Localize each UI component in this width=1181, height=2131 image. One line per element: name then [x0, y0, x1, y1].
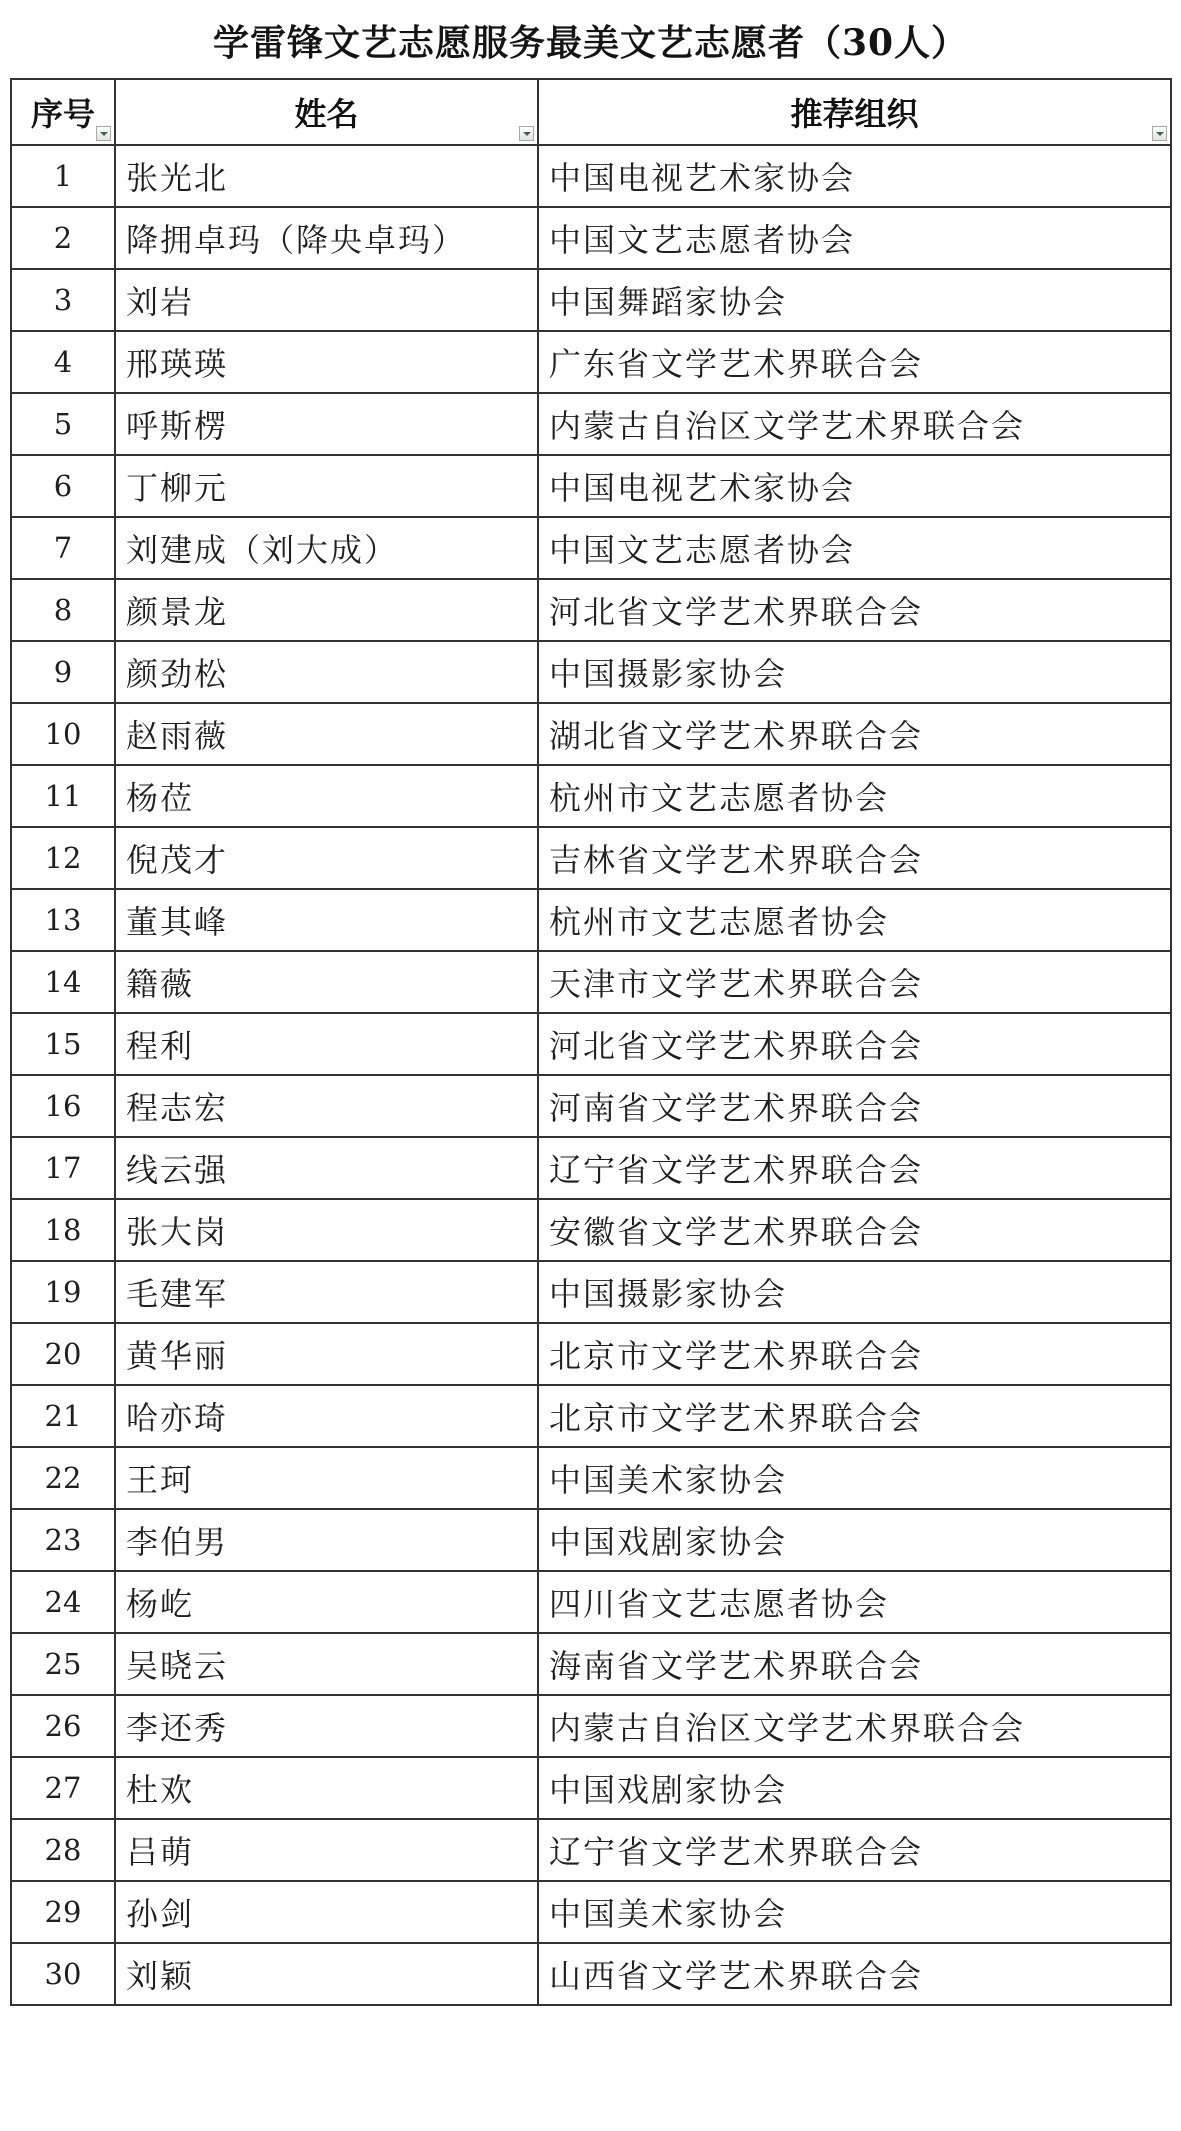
- cell-organization: 吉林省文学艺术界联合会: [538, 827, 1171, 889]
- cell-number: 6: [11, 455, 115, 517]
- cell-name: 李还秀: [115, 1695, 538, 1757]
- cell-organization: 中国摄影家协会: [538, 1261, 1171, 1323]
- cell-organization: 海南省文学艺术界联合会: [538, 1633, 1171, 1695]
- filter-dropdown-icon[interactable]: [96, 126, 111, 141]
- filter-dropdown-icon[interactable]: [519, 126, 534, 141]
- cell-organization: 中国美术家协会: [538, 1447, 1171, 1509]
- cell-name: 倪茂才: [115, 827, 538, 889]
- table-row: [11, 765, 1171, 827]
- cell-number: 5: [11, 393, 115, 455]
- column-header-organization-label: 推荐组织: [790, 95, 919, 133]
- cell-organization: 北京市文学艺术界联合会: [538, 1385, 1171, 1447]
- cell-organization: 中国美术家协会: [538, 1881, 1171, 1943]
- cell-name: 杜欢: [115, 1757, 538, 1819]
- table-row: [11, 1199, 1171, 1261]
- cell-name: 孙剑: [115, 1881, 538, 1943]
- cell-number: 25: [11, 1633, 115, 1695]
- cell-organization: 中国文艺志愿者协会: [538, 207, 1171, 269]
- cell-number: 17: [11, 1137, 115, 1199]
- cell-name: 赵雨薇: [115, 703, 538, 765]
- table-row: [11, 1137, 1171, 1199]
- cell-name: 线云强: [115, 1137, 538, 1199]
- cell-number: 16: [11, 1075, 115, 1137]
- cell-number: 15: [11, 1013, 115, 1075]
- cell-name: 丁柳元: [115, 455, 538, 517]
- table-row: [11, 951, 1171, 1013]
- cell-number: 26: [11, 1695, 115, 1757]
- cell-name: 吴晓云: [115, 1633, 538, 1695]
- cell-name: 毛建军: [115, 1261, 538, 1323]
- cell-organization: 杭州市文艺志愿者协会: [538, 889, 1171, 951]
- cell-organization: 河北省文学艺术界联合会: [538, 1013, 1171, 1075]
- table-row: [11, 331, 1171, 393]
- table-row: [11, 145, 1171, 207]
- cell-number: 13: [11, 889, 115, 951]
- cell-name: 籍薇: [115, 951, 538, 1013]
- table-row: [11, 1757, 1171, 1819]
- table-row: [11, 455, 1171, 517]
- cell-name: 呼斯楞: [115, 393, 538, 455]
- cell-name: 张大岗: [115, 1199, 538, 1261]
- table-row: [11, 641, 1171, 703]
- cell-number: 8: [11, 579, 115, 641]
- cell-number: 23: [11, 1509, 115, 1571]
- cell-organization: 中国戏剧家协会: [538, 1509, 1171, 1571]
- cell-organization: 湖北省文学艺术界联合会: [538, 703, 1171, 765]
- table-row: [11, 1075, 1171, 1137]
- cell-organization: 中国电视艺术家协会: [538, 455, 1171, 517]
- cell-name: 刘建成（刘大成）: [115, 517, 538, 579]
- column-header-organization: [538, 79, 1171, 145]
- table-row: [11, 269, 1171, 331]
- cell-organization: 四川省文艺志愿者协会: [538, 1571, 1171, 1633]
- cell-organization: 山西省文学艺术界联合会: [538, 1943, 1171, 2005]
- cell-organization: 中国舞蹈家协会: [538, 269, 1171, 331]
- table-row: [11, 1385, 1171, 1447]
- table-row: [11, 1509, 1171, 1571]
- cell-name: 吕萌: [115, 1819, 538, 1881]
- cell-name: 颜劲松: [115, 641, 538, 703]
- filter-dropdown-icon[interactable]: [1152, 126, 1167, 141]
- cell-name: 颜景龙: [115, 579, 538, 641]
- cell-organization: 中国摄影家协会: [538, 641, 1171, 703]
- cell-number: 22: [11, 1447, 115, 1509]
- cell-number: 10: [11, 703, 115, 765]
- table-row: [11, 1881, 1171, 1943]
- cell-name: 黄华丽: [115, 1323, 538, 1385]
- cell-number: 28: [11, 1819, 115, 1881]
- table-row: [11, 703, 1171, 765]
- column-header-number-label: 序号: [30, 95, 95, 133]
- table-row: [11, 207, 1171, 269]
- table-row: [11, 1261, 1171, 1323]
- cell-number: 12: [11, 827, 115, 889]
- cell-number: 30: [11, 1943, 115, 2005]
- cell-number: 24: [11, 1571, 115, 1633]
- table-row: [11, 1633, 1171, 1695]
- cell-number: 1: [11, 145, 115, 207]
- cell-number: 14: [11, 951, 115, 1013]
- cell-number: 21: [11, 1385, 115, 1447]
- cell-organization: 内蒙古自治区文学艺术界联合会: [538, 393, 1171, 455]
- table-row: [11, 579, 1171, 641]
- cell-name: 降拥卓玛（降央卓玛）: [115, 207, 538, 269]
- cell-name: 程利: [115, 1013, 538, 1075]
- cell-organization: 辽宁省文学艺术界联合会: [538, 1137, 1171, 1199]
- cell-number: 7: [11, 517, 115, 579]
- cell-organization: 中国文艺志愿者协会: [538, 517, 1171, 579]
- cell-organization: 杭州市文艺志愿者协会: [538, 765, 1171, 827]
- cell-number: 18: [11, 1199, 115, 1261]
- cell-name: 董其峰: [115, 889, 538, 951]
- volunteer-table: [10, 78, 1172, 2006]
- cell-name: 程志宏: [115, 1075, 538, 1137]
- cell-name: 刘岩: [115, 269, 538, 331]
- table-row: [11, 1447, 1171, 1509]
- table-row: [11, 517, 1171, 579]
- cell-name: 杨屹: [115, 1571, 538, 1633]
- column-header-name: [115, 79, 538, 145]
- cell-name: 杨莅: [115, 765, 538, 827]
- table-row: [11, 1571, 1171, 1633]
- cell-organization: 辽宁省文学艺术界联合会: [538, 1819, 1171, 1881]
- cell-number: 20: [11, 1323, 115, 1385]
- page-title: 学雷锋文艺志愿服务最美文艺志愿者（30人）: [212, 22, 969, 64]
- table-row: [11, 1819, 1171, 1881]
- cell-number: 11: [11, 765, 115, 827]
- table-row: [11, 1323, 1171, 1385]
- table-row: [11, 1013, 1171, 1075]
- cell-number: 4: [11, 331, 115, 393]
- cell-name: 邢瑛瑛: [115, 331, 538, 393]
- cell-organization: 安徽省文学艺术界联合会: [538, 1199, 1171, 1261]
- cell-name: 张光北: [115, 145, 538, 207]
- cell-name: 刘颖: [115, 1943, 538, 2005]
- table-header-row: [11, 79, 1171, 145]
- cell-organization: 中国电视艺术家协会: [538, 145, 1171, 207]
- cell-number: 29: [11, 1881, 115, 1943]
- cell-name: 哈亦琦: [115, 1385, 538, 1447]
- cell-organization: 河北省文学艺术界联合会: [538, 579, 1171, 641]
- table-body: [11, 145, 1171, 2005]
- cell-organization: 广东省文学艺术界联合会: [538, 331, 1171, 393]
- cell-number: 3: [11, 269, 115, 331]
- table-row: [11, 393, 1171, 455]
- cell-name: 李伯男: [115, 1509, 538, 1571]
- cell-organization: 北京市文学艺术界联合会: [538, 1323, 1171, 1385]
- table-row: [11, 889, 1171, 951]
- cell-name: 王珂: [115, 1447, 538, 1509]
- table-row: [11, 1943, 1171, 2005]
- column-header-name-label: 姓名: [294, 95, 359, 133]
- cell-number: 9: [11, 641, 115, 703]
- cell-organization: 中国戏剧家协会: [538, 1757, 1171, 1819]
- cell-number: 2: [11, 207, 115, 269]
- table-row: [11, 827, 1171, 889]
- cell-organization: 天津市文学艺术界联合会: [538, 951, 1171, 1013]
- cell-organization: 内蒙古自治区文学艺术界联合会: [538, 1695, 1171, 1757]
- cell-number: 27: [11, 1757, 115, 1819]
- cell-number: 19: [11, 1261, 115, 1323]
- cell-organization: 河南省文学艺术界联合会: [538, 1075, 1171, 1137]
- table-row: [11, 1695, 1171, 1757]
- column-header-number: [11, 79, 115, 145]
